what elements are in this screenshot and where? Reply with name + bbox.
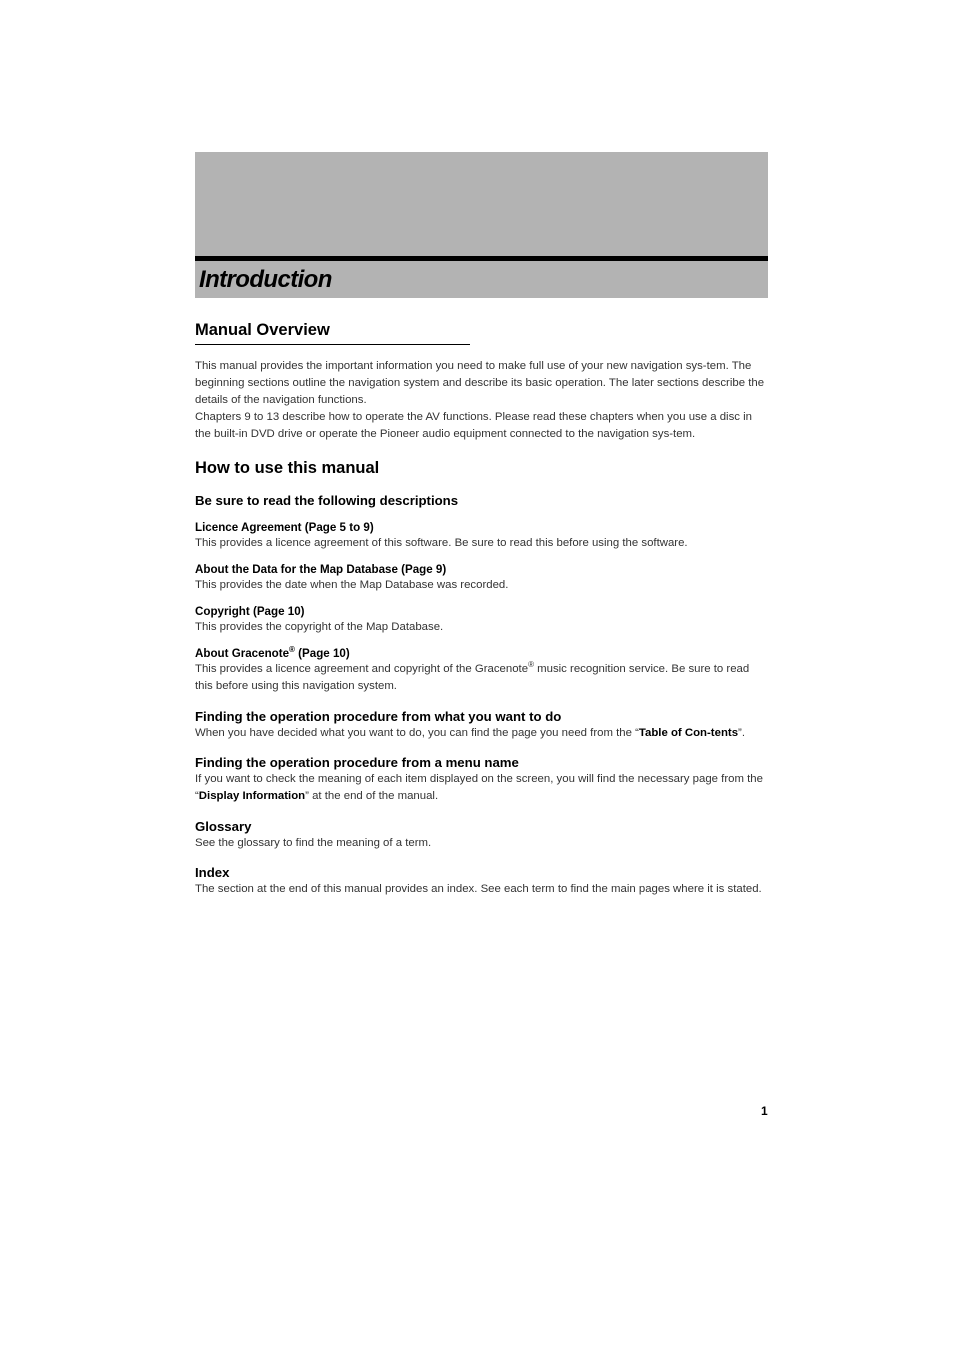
- finding-menu-text-prefix: If you want to check the meaning of each item displayed on the screen, you will find the necessary page from the “: [195, 773, 763, 802]
- glossary-text: See the glossary to find the meaning of a term.: [195, 837, 432, 849]
- finding-menu-text: [195, 771, 768, 805]
- manual-overview-paragraph-2: Chapters 9 to 13 describe how to operate the AV functions. Please read these chapters when you use a disc in the built-in DVD drive or operate the Pioneer audio equipment connected to the navigation sys-tem.: [195, 411, 753, 440]
- finding-want-text: [195, 725, 768, 742]
- manual-overview-heading: Manual Overview: [195, 320, 470, 345]
- index-heading: Index: [195, 865, 230, 880]
- finding-want-text-prefix: When you have decided what you want to do, you can find the page you need from the “: [195, 727, 639, 739]
- table-of-contents-ref: Table of Con-tents: [638, 727, 739, 739]
- copyright-title: Copyright (Page 10): [195, 605, 305, 618]
- finding-want-text-suffix: ”.: [738, 727, 745, 739]
- gracenote-text-suffix: music recognition service. Be sure to read this before using this navigation system.: [195, 663, 750, 692]
- map-database-text: This provides the date when the Map Database was recorded.: [195, 579, 509, 591]
- gracenote-text: [195, 661, 768, 695]
- how-to-use-heading: How to use this manual: [195, 459, 380, 477]
- chapter-rule: [195, 256, 768, 261]
- page-number: 1: [761, 1104, 768, 1118]
- registered-mark: ®: [289, 645, 295, 655]
- chapter-banner: [195, 152, 768, 298]
- copyright-text: This provides the copyright of the Map Database.: [195, 621, 444, 633]
- be-sure-heading: Be sure to read the following descriptions: [195, 493, 459, 508]
- gracenote-title: [195, 646, 768, 661]
- gracenote-title-suffix: (Page 10): [294, 647, 350, 660]
- gracenote-title-prefix: About Gracenote: [195, 647, 290, 660]
- display-information-ref: Display Information: [198, 790, 306, 802]
- manual-overview-paragraph-1: This manual provides the important information you need to make full use of your new navigation sys-tem. The beginning sections outline the navigation system and describe its basic operation. The later sections describe the details of the navigation functions.: [195, 360, 765, 406]
- licence-agreement-title: Licence Agreement (Page 5 to 9): [195, 521, 374, 534]
- map-database-title: About the Data for the Map Database (Page 9): [195, 563, 447, 576]
- page-content: [195, 152, 768, 898]
- glossary-heading: Glossary: [195, 819, 252, 834]
- finding-menu-heading: Finding the operation procedure from a menu name: [195, 755, 519, 770]
- finding-menu-text-suffix: ” at the end of the manual.: [305, 790, 439, 802]
- chapter-title: Introduction: [199, 266, 332, 293]
- licence-agreement-text: This provides a licence agreement of this software. Be sure to read this before using the software.: [195, 537, 688, 549]
- finding-want-heading: Finding the operation procedure from what you want to do: [195, 709, 562, 724]
- gracenote-text-prefix: This provides a licence agreement and copyright of the Gracenote: [195, 663, 529, 675]
- index-text: The section at the end of this manual provides an index. See each term to find the main pages where it is stated.: [195, 883, 762, 895]
- registered-mark: ®: [528, 660, 534, 670]
